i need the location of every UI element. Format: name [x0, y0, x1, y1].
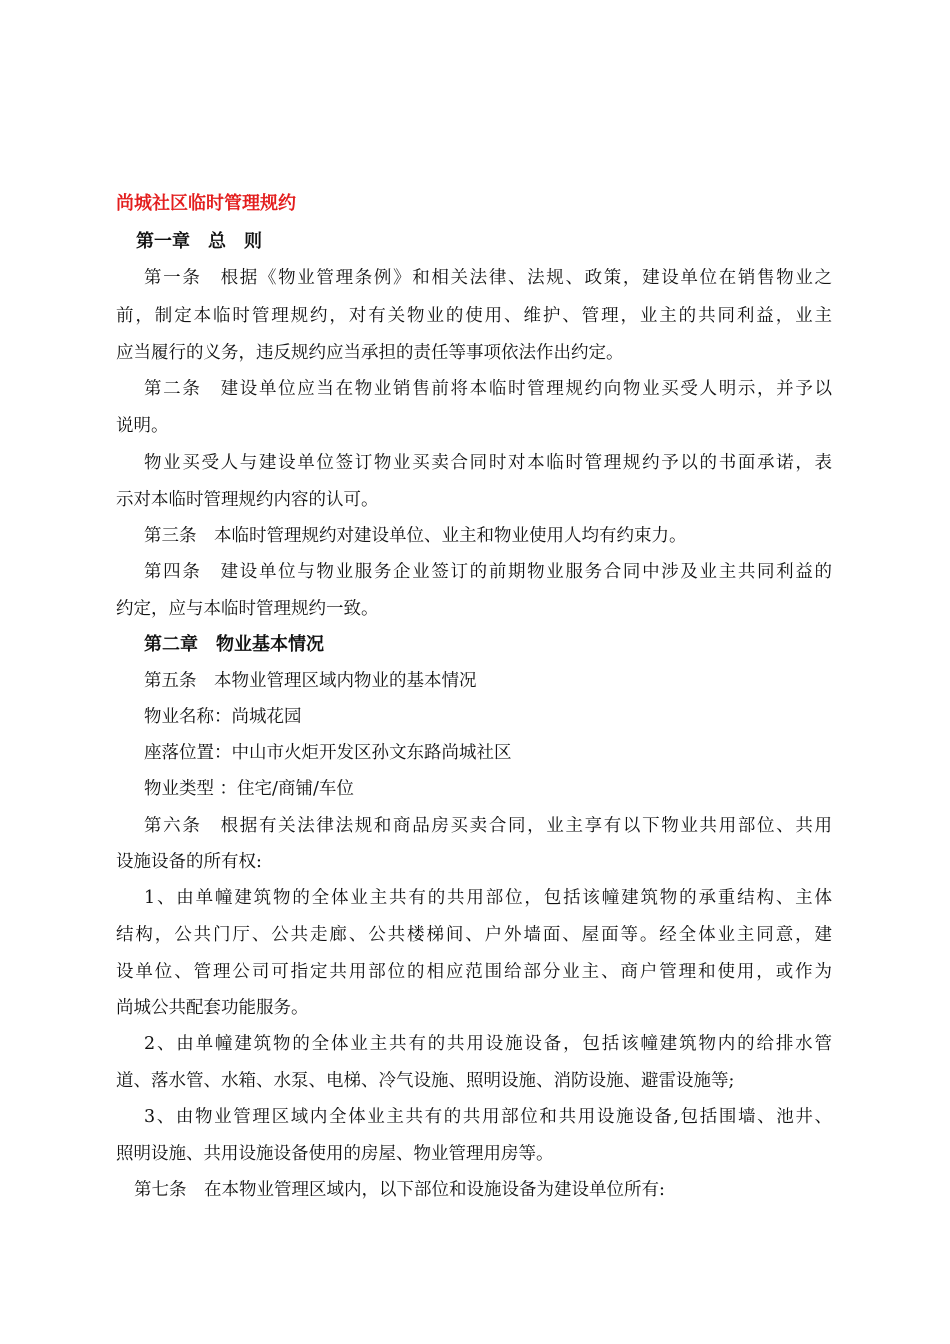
article-1-line-2: 前，制定本临时管理规约，对有关物业的使用、维护、管理，业主的共同利益，业主: [116, 306, 832, 326]
article-4-line-2: 约定，应与本临时管理规约一致。: [116, 599, 379, 619]
property-name-line: 物业名称：尚城花园: [144, 707, 302, 727]
article-2-para-2-line-1: 物业买受人与建设单位签订物业买卖合同时对本临时管理规约予以的书面承诺，表: [144, 453, 832, 473]
clause-1-line-3: 设单位、管理公司可指定共用部位的相应范围给部分业主、商户管理和使用，或作为: [116, 962, 832, 982]
clause-2-line-2: 道、落水管、水箱、水泵、电梯、冷气设施、照明设施、消防设施、避雷设施等;: [116, 1071, 735, 1091]
clause-1-line-1: 1、由单幢建筑物的全体业主共有的共用部位，包括该幢建筑物的承重结构、主体: [144, 888, 832, 908]
article-3-line: 第三条 本临时管理规约对建设单位、业主和物业使用人均有约束力。: [144, 526, 687, 546]
clause-1-line-4: 尚城公共配套功能服务。: [116, 998, 309, 1018]
article-6-line-2: 设施设备的所有权:: [116, 852, 262, 872]
article-1-line-1: 第一条 根据《物业管理条例》和相关法律、法规、政策，建设单位在销售物业之: [144, 268, 832, 288]
article-2-line-2: 说明。: [116, 416, 169, 436]
clause-3-line-2: 照明设施、共用设施设备使用的房屋、物业管理用房等。: [116, 1144, 554, 1164]
property-location-line: 座落位置：中山市火炬开发区孙文东路尚城社区: [144, 743, 512, 763]
article-6-line-1: 第六条 根据有关法律法规和商品房买卖合同，业主享有以下物业共用部位、共用: [144, 816, 832, 836]
article-2-line-1: 第二条 建设单位应当在物业销售前将本临时管理规约向物业买受人明示，并予以: [144, 379, 832, 399]
article-4-line-1: 第四条 建设单位与物业服务企业签订的前期物业服务合同中涉及业主共同利益的: [144, 562, 832, 582]
property-type-line: 物业类型 ：住宅/商铺/车位: [144, 779, 354, 799]
article-5-line: 第五条 本物业管理区域内物业的基本情况: [144, 671, 477, 691]
clause-3-line-1: 3、由物业管理区域内全体业主共有的共用部位和共用设施设备,包括围墙、池井、: [144, 1107, 832, 1127]
clause-2-line-1: 2、由单幢建筑物的全体业主共有的共用设施设备，包括该幢建筑物内的给排水管: [144, 1034, 832, 1054]
chapter-1-heading: 第一章 总 则: [136, 231, 262, 252]
article-2-para-2-line-2: 示对本临时管理规约内容的认可。: [116, 490, 379, 510]
article-1-line-3: 应当履行的义务，违反规约应当承担的责任等事项依法作出约定。: [116, 343, 624, 363]
document-title: 尚城社区临时管理规约: [116, 193, 296, 214]
chapter-2-heading: 第二章 物业基本情况: [144, 634, 324, 655]
article-7-line: 第七条 在本物业管理区域内，以下部位和设施设备为建设单位所有:: [134, 1180, 665, 1200]
clause-1-line-2: 结构，公共门厅、公共走廊、公共楼梯间、户外墙面、屋面等。经全体业主同意，建: [116, 925, 832, 945]
